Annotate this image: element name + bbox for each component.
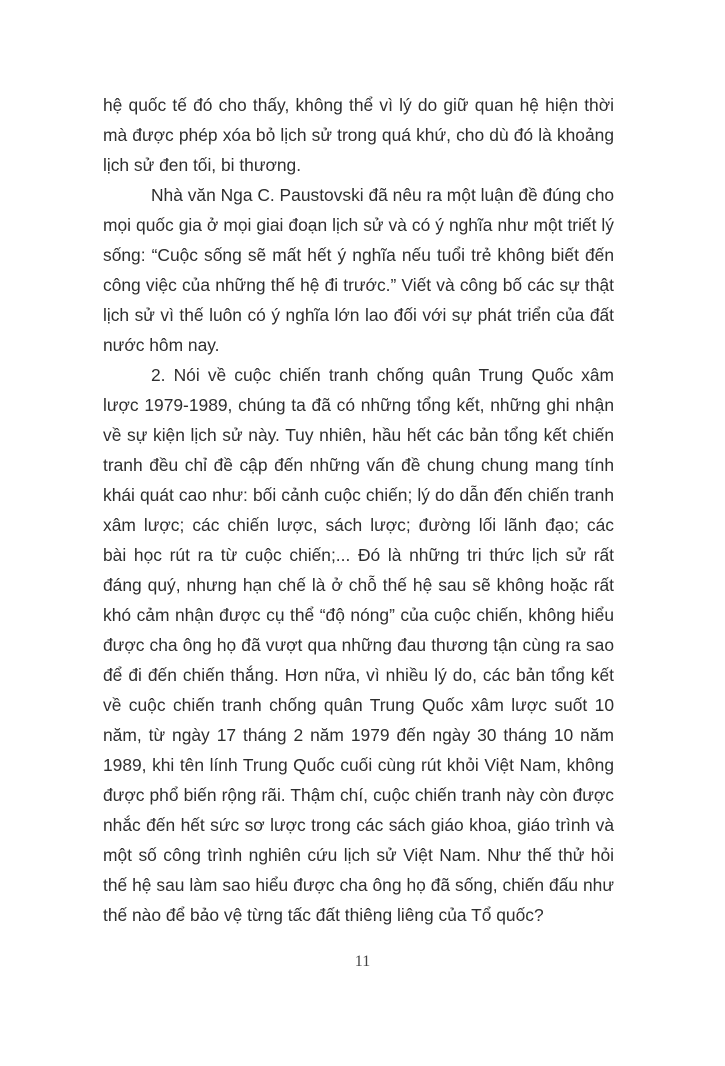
text-line: đáng quý, nhưng hạn chế là ở chỗ thế hệ sau sẽ không hoặc rất [103, 575, 614, 595]
text-line: lịch sử vì thế luôn có ý nghĩa lớn lao đối với sự phát triển của đất [103, 305, 614, 325]
text-line: hệ quốc tế đó cho thấy, không thể vì lý do giữ quan hệ hiện thời [103, 95, 614, 115]
text-line: để đi đến chiến thắng. Hơn nữa, vì nhiều lý do, các bản tổng kết [103, 665, 614, 685]
text-line: về sự kiện lịch sử này. Tuy nhiên, hầu hết các bản tổng kết chiến [103, 425, 614, 445]
paragraph-3 [103, 360, 614, 930]
text-line: bài học rút ra từ cuộc chiến;... Đó là những tri thức lịch sử rất [103, 545, 614, 565]
text-line: năm, từ ngày 17 tháng 2 năm 1979 đến ngày 30 tháng 10 năm [103, 725, 614, 745]
text-line: lịch sử đen tối, bi thương. [103, 155, 302, 175]
text-line: được phổ biến rộng rãi. Thậm chí, cuộc chiến tranh này còn được [103, 785, 614, 805]
paragraph-2 [103, 180, 614, 360]
text-line: một số công trình nghiên cứu lịch sử Việt Nam. Như thế thử hỏi [103, 845, 614, 865]
text-line: khó cảm nhận được cụ thể “độ nóng” của cuộc chiến, không hiểu [103, 605, 614, 625]
text-line: mà được phép xóa bỏ lịch sử trong quá khứ, cho dù đó là khoảng [103, 125, 614, 145]
text-line: thế hệ sau làm sao hiểu được cha ông họ đã sống, chiến đấu như [103, 875, 614, 895]
text-line: được cha ông họ đã vượt qua những đau thương tận cùng ra sao [103, 635, 614, 655]
text-line: mọi quốc gia ở mọi giai đoạn lịch sử và có ý nghĩa như một triết lý [103, 215, 614, 235]
text-line: công việc của những thế hệ đi trước.” Viết và công bố các sự thật [103, 275, 614, 295]
document-page-body [103, 90, 614, 930]
text-line: thế nào để bảo vệ từng tấc đất thiêng liêng của Tổ quốc? [103, 905, 544, 925]
text-line: xâm lược; các chiến lược, sách lược; đường lối lãnh đạo; các [103, 515, 614, 535]
text-line: sống: “Cuộc sống sẽ mất hết ý nghĩa nếu tuổi trẻ không biết đến [103, 245, 614, 265]
page-number: 11 [354, 953, 371, 970]
paragraph-1 [103, 90, 614, 180]
text-line: về cuộc chiến tranh chống quân Trung Quốc xâm lược suốt 10 [103, 695, 614, 715]
text-line: 2. Nói về cuộc chiến tranh chống quân Trung Quốc xâm [151, 365, 614, 385]
text-line: khái quát cao như: bối cảnh cuộc chiến; lý do dẫn đến chiến tranh [103, 485, 614, 505]
text-line: 1989, khi tên lính Trung Quốc cuối cùng rút khỏi Việt Nam, không [103, 755, 614, 775]
text-line: lược 1979-1989, chúng ta đã có những tổng kết, những ghi nhận [103, 395, 614, 415]
text-line: nhắc đến hết sức sơ lược trong các sách giáo khoa, giáo trình và [103, 815, 614, 835]
text-line: nước hôm nay. [103, 335, 220, 355]
text-line: Nhà văn Nga C. Paustovski đã nêu ra một luận đề đúng cho [151, 185, 615, 205]
text-line: tranh đều chỉ đề cập đến những vấn đề chung chung mang tính [103, 455, 614, 475]
